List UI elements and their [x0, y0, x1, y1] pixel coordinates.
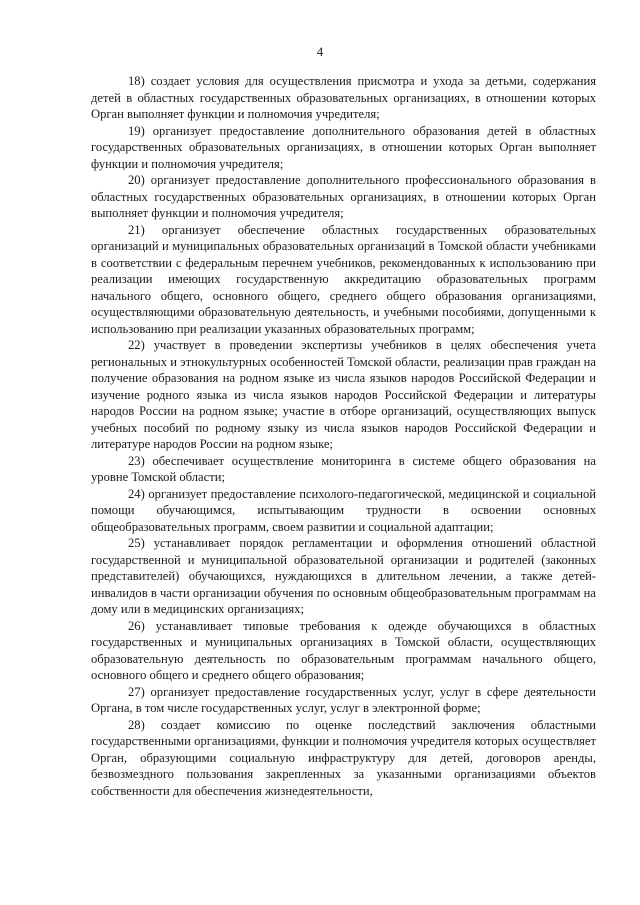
paragraph-18: 18) создает условия для осуществления присмотра и ухода за детьми, содержания детей в областных государственных образовательных организациях, в отношении которых Орган выполняет функции и полномочия учредителя; [91, 74, 596, 121]
paragraph-22: 22) участвует в проведении экспертизы учебников в целях обеспечения учета региональных и этнокультурных особенностей Томской области, реализации прав граждан на получение образования на родном языке из числа языков народов Российской Федерации и изучение родного языка из числа языков народов Российской Федерации и литературы народов России на родном языке; участие в отборе организаций, осуществляющих выпуск учебных пособий по родному языку из числа языков народов Российской Федерации и литературе народов России на родном языке; [91, 338, 596, 451]
paragraph-24: 24) организует предоставление психолого-педагогической, медицинской и социальной помощи обучающимся, испытывающим трудности в освоении основных общеобразовательных программ, своем развитии и социальной адаптации; [91, 486, 596, 534]
paragraph-27: 27) организует предоставление государственных услуг, услуг в сфере деятельности Органа, в том числе государственных услуг, услуг в электронной форме; [91, 684, 596, 715]
paragraph-23: 23) обеспечивает осуществление мониторинга в системе общего образования на уровне Томской области; [91, 453, 596, 484]
page-number: 4 [316, 44, 324, 59]
paragraph-21: 21) организует обеспечение областных государственных образовательных организаций и муниципальных образовательных организаций в Томской области учебниками в соответствии с федеральным перечнем учебников, рекомендованных к использованию при реализации имеющих государственную аккредитацию образовательных программ начального общего, основного общего, среднего общего образования организациями, осуществляющими образовательную деятельность, и учебными пособиями, допущенными к использованию при реализации указанных образовательных программ; [91, 222, 596, 336]
paragraph-19: 19) организует предоставление дополнительного образования детей в областных государственных образовательных организациях, в отношении которых Орган выполняет функции и полномочия учредителя; [91, 123, 596, 171]
paragraph-25: 25) устанавливает порядок регламентации и оформления отношений областной государственной и муниципальной образовательной организации и родителей (законных представителей) обучающихся, нуждающихся в длительном лечении, а также детей-инвалидов в части организации обучения по основным общеобразовательным программам на дому или в медицинских организациях; [91, 536, 596, 616]
paragraph-20: 20) организует предоставление дополнительного профессионального образования в областных государственных образовательных организациях, в отношении которых Орган выполняет функции и полномочия учредителя; [91, 173, 596, 220]
paragraph-28: 28) создает комиссию по оценке последствий заключения областными государственными организациями, функции и полномочия учредителя которых осуществляет Орган, образующими социальную инфраструктуру для детей, договоров аренды, безвозмездного пользования закрепленных за указанными организациями объектов собственности для обеспечения жизнедеятельности, [91, 717, 596, 798]
document-body [91, 73, 596, 799]
paragraph-26: 26) устанавливает типовые требования к одежде обучающихся в областных государственных и муниципальных организациях в Томской области, осуществляющих образовательную деятельность по образовательным программам начального общего, основного общего и среднего общего образования; [91, 618, 596, 682]
